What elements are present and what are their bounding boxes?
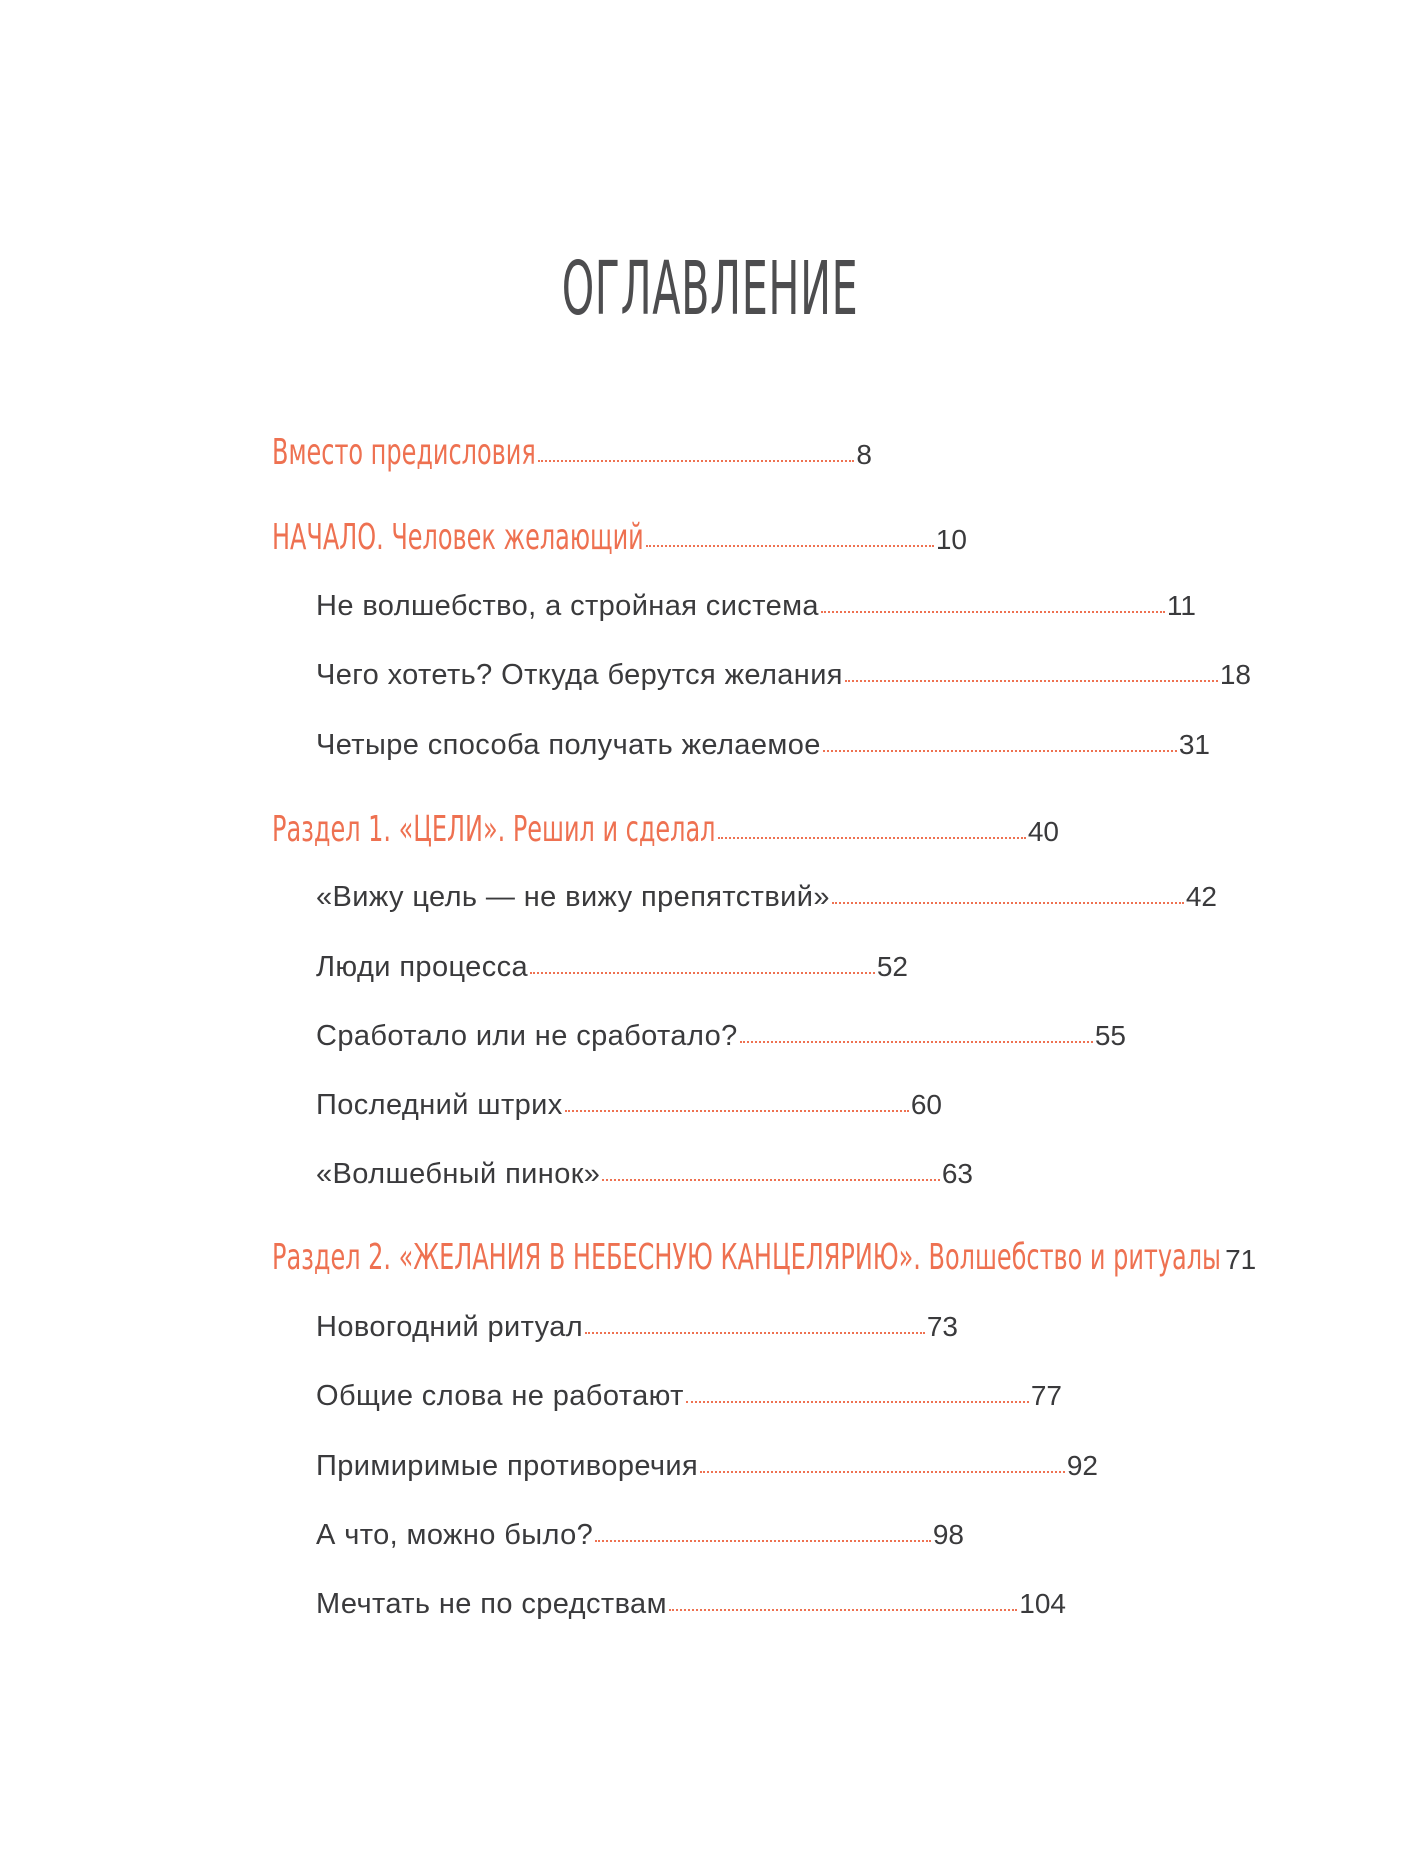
toc-entry-label: Новогодний ритуал [316,1311,584,1343]
toc-page-number: 55 [1094,1020,1126,1051]
toc-entry-label: Не волшебство, а стройная система [316,590,819,622]
toc-entry-label: НАЧАЛО. Человек желающий [272,517,644,558]
dot-leader [845,678,1218,682]
toc-page-number: 40 [1027,816,1059,847]
toc-entry-item [316,1519,964,1552]
toc-entry-label: Последний штрих [316,1089,563,1121]
toc-entry-label: Люди процесса [316,951,529,983]
toc-entry-label: Чего хотеть? Откуда берутся желания [316,659,843,691]
toc-page-number: 8 [856,439,872,470]
toc-page-number: 71 [1225,1244,1257,1275]
toc-page-number: 60 [910,1089,942,1120]
dot-leader [585,1330,925,1334]
toc-entry-label: Общие слова не работают [316,1380,684,1412]
dot-leader [740,1039,1093,1043]
dot-leader [669,1607,1017,1611]
toc-page-number: 31 [1178,729,1210,760]
toc-entry-item [316,1020,1126,1053]
toc-entry-label: Сработало или не сработало? [316,1020,738,1052]
toc-entry-item [316,590,1196,623]
toc-page-number: 10 [935,524,967,555]
toc-page-number: 104 [1019,1588,1066,1619]
toc-page-number: 92 [1066,1450,1098,1481]
toc-entry-item [316,951,908,984]
toc-page-number: 52 [876,951,908,982]
dot-leader [595,1538,931,1542]
page-title: ОГЛАВЛЕНИЕ [561,246,859,332]
dot-leader [602,1177,940,1181]
dot-leader [700,1469,1065,1473]
toc-entry-label: Мечтать не по средствам [316,1588,667,1620]
toc-entry-label: «Волшебный пинок» [316,1158,601,1190]
toc-page-number: 42 [1185,881,1217,912]
toc-page-number: 63 [941,1158,973,1189]
toc-entry-label: Четыре способа получать желаемое [316,729,821,761]
dot-leader [832,900,1184,904]
toc-page-number: 11 [1166,590,1196,621]
toc-entry-label: А что, можно было? [316,1519,594,1551]
toc-entry-item [316,1380,1062,1413]
toc-entry-item [316,1158,973,1191]
toc-entry-item [316,1450,1098,1483]
dot-leader [565,1108,909,1112]
toc-entry-section [272,432,872,473]
toc-entry-section [272,517,967,558]
toc-entry-label: «Вижу цель — не вижу препятствий» [316,881,830,913]
toc-entry-section [272,1237,1257,1278]
toc-entry-label: Вместо предисловия [272,432,536,473]
dot-leader [718,835,1026,839]
toc-entry-section [272,809,1059,850]
toc-entry-item [316,729,1210,762]
toc-page-number: 73 [926,1311,958,1342]
toc-page-number: 18 [1219,659,1251,690]
dot-leader [686,1399,1029,1403]
dot-leader [530,970,875,974]
toc-entry-item [316,659,1251,692]
toc-entry-item [316,1089,942,1122]
toc-page-number: 98 [932,1519,964,1550]
toc-entry-item [316,881,1217,914]
toc-page-number: 77 [1030,1380,1062,1411]
toc-entry-label: Раздел 1. «ЦЕЛИ». Решил и сделал [272,809,716,850]
dot-leader [646,543,934,547]
dot-leader [538,458,855,462]
toc-entry-label: Раздел 2. «ЖЕЛАНИЯ В НЕБЕСНУЮ КАНЦЕЛЯРИЮ». Волшебство и ритуалы [272,1237,1221,1278]
toc-entry-item [316,1311,958,1344]
dot-leader [821,609,1165,613]
dot-leader [823,748,1177,752]
toc-entry-label: Примиримые противоречия [316,1450,699,1482]
toc-entry-item [316,1588,1066,1621]
